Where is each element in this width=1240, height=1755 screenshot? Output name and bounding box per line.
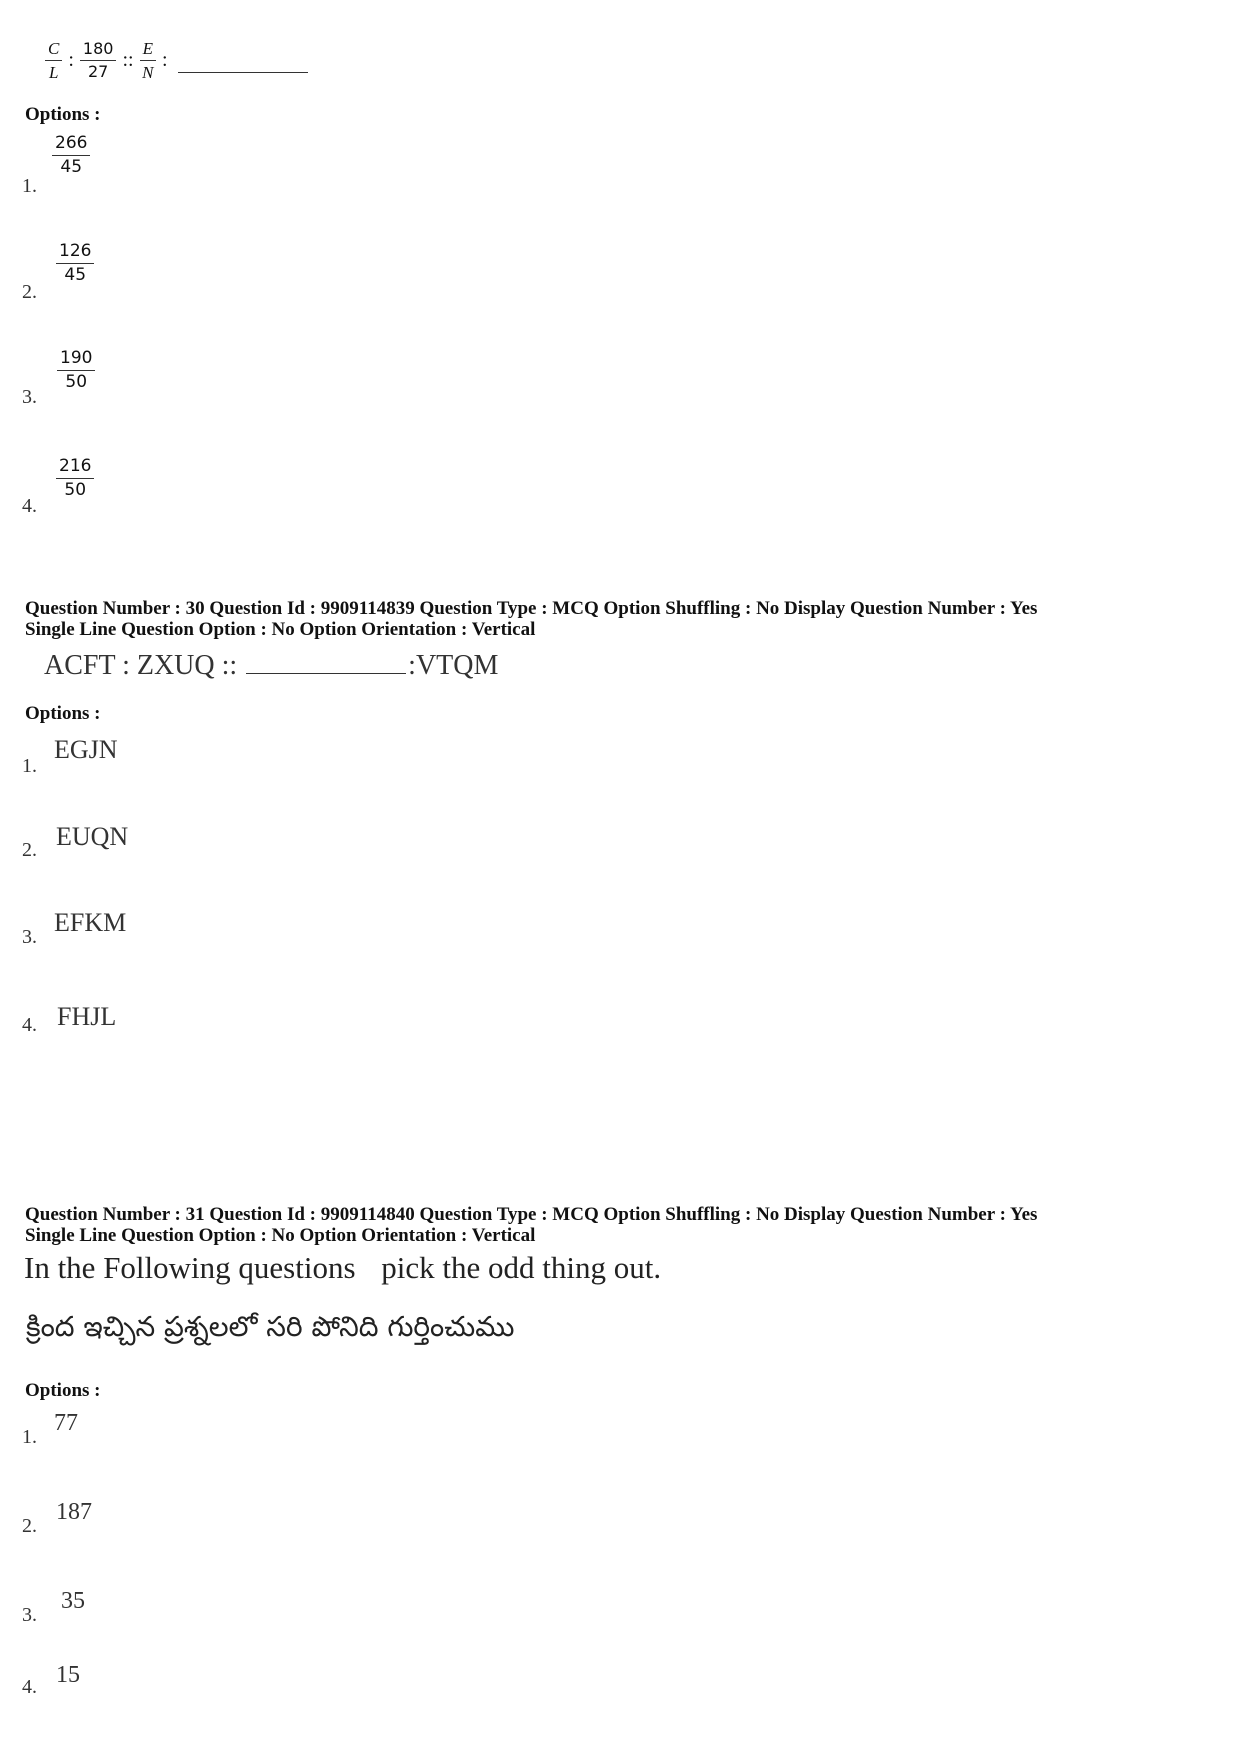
q30-option-1[interactable]: 1. EGJN bbox=[22, 735, 118, 777]
q31-stem-english: In the Following questions pick the odd thing out. bbox=[24, 1250, 662, 1285]
q29-stem-colon: : bbox=[68, 49, 74, 71]
q29-stem-fraction-3: $\frac{E}{N}$ bbox=[140, 40, 156, 81]
q31-meta-line-1: Question Number : 31 Question Id : 9909114840 Question Type : MCQ Option Shuffling : No Display Question Number : Yes bbox=[25, 1204, 1038, 1225]
q30-option-2[interactable]: 2. EUQN bbox=[22, 822, 129, 861]
q30-option-4[interactable]: 4. FHJL bbox=[22, 1002, 117, 1036]
option-fraction: $\frac{266}{45}$ bbox=[52, 135, 90, 176]
q29-answer-blank bbox=[178, 72, 308, 73]
q30-answer-blank bbox=[246, 651, 406, 674]
q29-options-label: Options : bbox=[25, 104, 101, 125]
q31-options-label: Options : bbox=[25, 1380, 101, 1401]
q29-stem bbox=[45, 40, 308, 81]
q31-option-2[interactable]: 2. 187 bbox=[22, 1499, 92, 1537]
q31-option-4[interactable]: 4. 15 bbox=[22, 1662, 80, 1698]
option-fraction: $\frac{190}{50}$ bbox=[57, 350, 95, 391]
q30-stem: ACFT : ZXUQ :: :VTQM bbox=[44, 650, 499, 681]
option-fraction: $\frac{216}{50}$ bbox=[56, 458, 94, 499]
option-fraction: $\frac{126}{45}$ bbox=[56, 243, 94, 284]
q29-stem-fraction-2: $\frac{180}{27}$ bbox=[80, 41, 117, 80]
q30-meta-line-1: Question Number : 30 Question Id : 9909114839 Question Type : MCQ Option Shuffling : No Display Question Number : Yes bbox=[25, 598, 1038, 619]
q30-options-label: Options : bbox=[25, 703, 101, 724]
q31-meta-line-2: Single Line Question Option : No Option Orientation : Vertical bbox=[25, 1225, 536, 1246]
q30-meta-line-2: Single Line Question Option : No Option Orientation : Vertical bbox=[25, 619, 536, 640]
q31-option-3[interactable]: 3. 35 bbox=[22, 1588, 85, 1626]
q29-stem-fraction-1: $\frac{C}{L}$ bbox=[45, 40, 62, 81]
q31-option-1[interactable]: 1. 77 bbox=[22, 1410, 78, 1448]
q30-option-3[interactable]: 3. EFKM bbox=[22, 908, 127, 948]
q29-stem-double-colon: :: bbox=[122, 49, 134, 71]
q31-stem-telugu: క్రింద ఇచ్చిన ప్రశ్నలలో సరి పోనిది గుర్తించుము bbox=[26, 1310, 515, 1343]
q29-stem-colon-2: : bbox=[161, 49, 168, 71]
